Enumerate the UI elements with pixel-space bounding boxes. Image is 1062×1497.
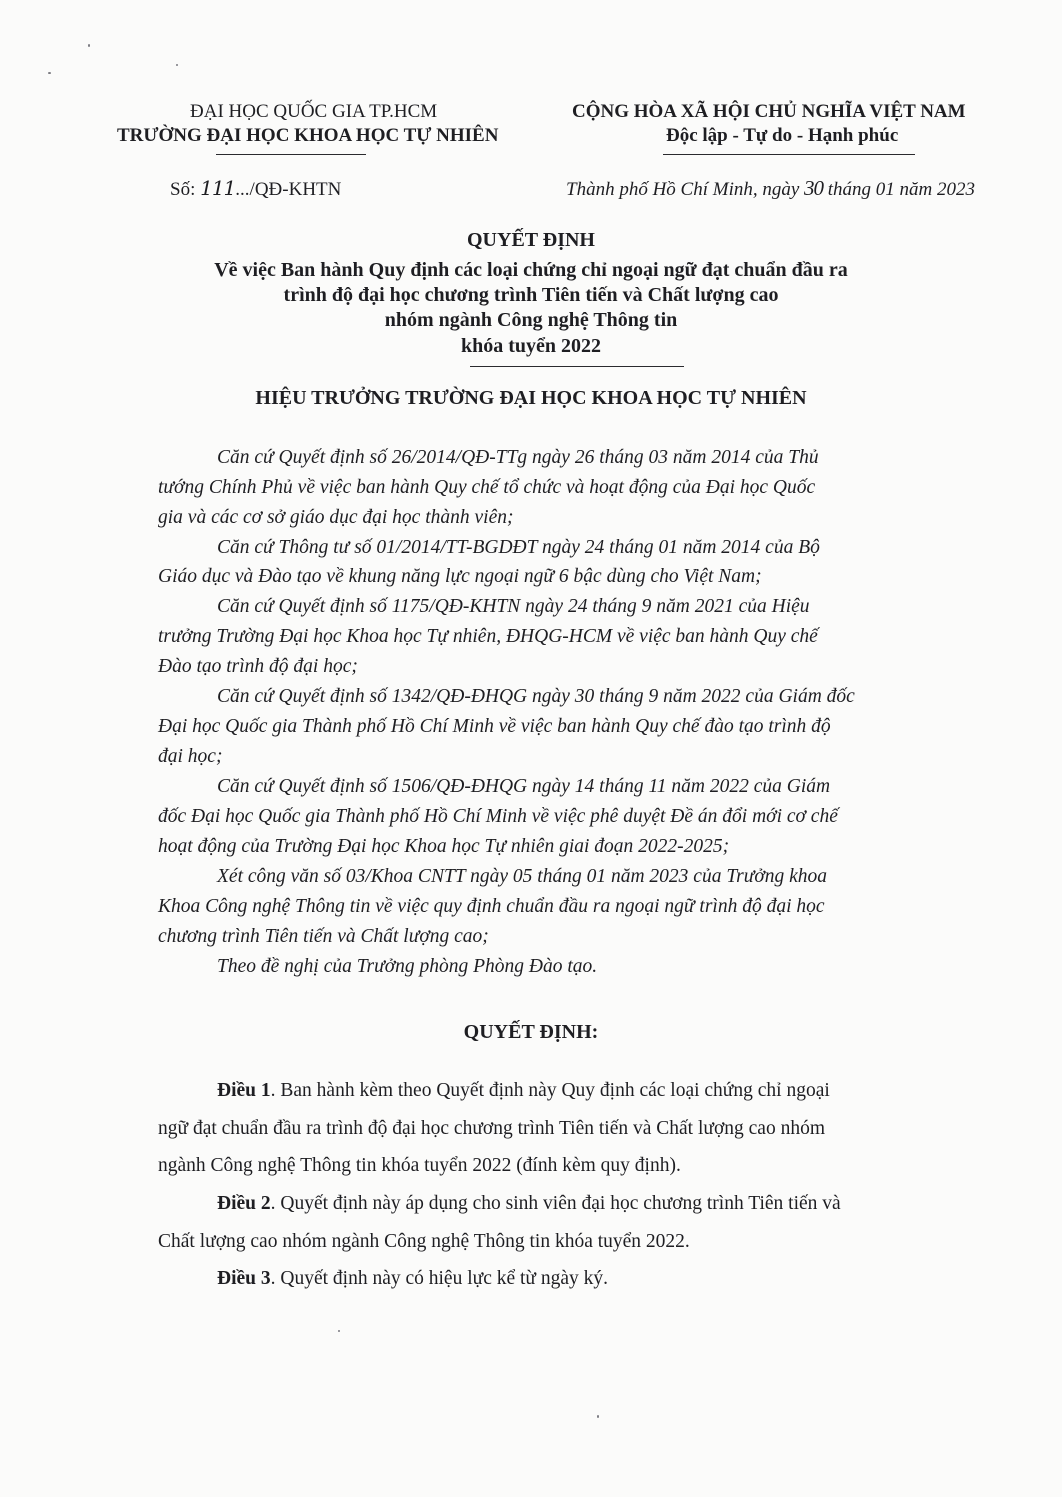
national-title: CỘNG HÒA XÃ HỘI CHỦ NGHĨA VIỆT NAM xyxy=(572,101,966,122)
article-1-label: Điều 1 xyxy=(217,1080,271,1101)
document-number xyxy=(170,176,341,201)
article-1-line: ngành Công nghệ Thông tin khóa tuyển 2022 (đính kèm quy định). xyxy=(158,1155,681,1176)
title-underline xyxy=(470,366,684,367)
date-day-handwritten: 30 xyxy=(804,176,824,200)
basis-line: Giáo dục và Đào tạo về khung năng lực ngoại ngữ 6 bậc dùng cho Việt Nam; xyxy=(158,566,762,587)
article-3-label: Điều 3 xyxy=(217,1268,271,1289)
article-2 xyxy=(217,1193,841,1215)
subject-line-3: nhóm ngành Công nghệ Thông tin xyxy=(384,309,678,331)
parent-organization: ĐẠI HỌC QUỐC GIA TP.HCM xyxy=(190,101,438,122)
basis-line: Căn cứ Quyết định số 1342/QĐ-ĐHQG ngày 30 tháng 9 năm 2022 của Giám đốc xyxy=(217,686,855,707)
basis-line: Khoa Công nghệ Thông tin về việc quy định chuẩn đầu ra ngoại ngữ trình độ đại học xyxy=(158,896,825,917)
basis-line: tướng Chính Phủ về việc ban hành Quy chế tổ chức và hoạt động của Đại học Quốc xyxy=(158,477,816,498)
article-2-line: Chất lượng cao nhóm ngành Công nghệ Thông tin khóa tuyển 2022. xyxy=(158,1231,690,1252)
subject-line-1: Về việc Ban hành Quy định các loại chứng chỉ ngoại ngữ đạt chuẩn đầu ra xyxy=(214,259,848,281)
scan-speck xyxy=(597,1415,599,1418)
doc-number-suffix: .../QĐ-KHTN xyxy=(235,179,342,200)
basis-line: Căn cứ Quyết định số 26/2014/QĐ-TTg ngày 26 tháng 03 năm 2014 của Thủ xyxy=(217,447,819,468)
issuing-authority: HIỆU TRƯỞNG TRƯỜNG ĐẠI HỌC KHOA HỌC TỰ NHIÊN xyxy=(255,387,807,409)
article-1-text: . Ban hành kèm theo Quyết định này Quy định các loại chứng chỉ ngoại xyxy=(270,1080,830,1101)
basis-line: chương trình Tiên tiến và Chất lượng cao; xyxy=(158,926,489,947)
article-3 xyxy=(217,1268,608,1290)
document-heading: QUYẾT ĐỊNH xyxy=(467,229,595,251)
article-1 xyxy=(217,1080,830,1102)
scan-speck xyxy=(338,1330,340,1332)
basis-line: Căn cứ Quyết định số 1175/QĐ-KHTN ngày 24 tháng 9 năm 2021 của Hiệu xyxy=(217,596,810,617)
subject-line-2: trình độ đại học chương trình Tiên tiến và Chất lượng cao xyxy=(283,284,779,306)
issuing-organization: TRƯỜNG ĐẠI HỌC KHOA HỌC TỰ NHIÊN xyxy=(117,125,499,146)
doc-number-prefix: Số: xyxy=(170,179,201,200)
basis-line: Căn cứ Quyết định số 1506/QĐ-ĐHQG ngày 14 tháng 11 năm 2022 của Giám xyxy=(217,776,831,797)
basis-line: Đại học Quốc gia Thành phố Hồ Chí Minh về việc ban hành Quy chế đào tạo trình độ xyxy=(158,716,831,737)
basis-line: đốc Đại học Quốc gia Thành phố Hồ Chí Minh về việc phê duyệt Đề án đổi mới cơ chế xyxy=(158,806,838,827)
basis-line: gia và các cơ sở giáo dục đại học thành viên; xyxy=(158,507,514,528)
article-2-label: Điều 2 xyxy=(217,1193,271,1214)
basis-line: Theo đề nghị của Trưởng phòng Phòng Đào tạo. xyxy=(217,956,598,977)
national-motto: Độc lập - Tự do - Hạnh phúc xyxy=(666,125,899,146)
scan-speck xyxy=(88,44,90,47)
date-prefix: Thành phố Hồ Chí Minh, ngày xyxy=(566,179,805,200)
scan-speck xyxy=(176,64,178,66)
article-2-text: . Quyết định này áp dụng cho sinh viên đại học chương trình Tiên tiến và xyxy=(270,1193,841,1214)
motto-underline xyxy=(663,154,915,155)
date-suffix: tháng 01 năm 2023 xyxy=(823,179,976,200)
basis-line: đại học; xyxy=(158,746,223,767)
subject-line-4: khóa tuyển 2022 xyxy=(460,335,602,357)
doc-number-handwritten: 111 xyxy=(200,176,236,200)
basis-line: hoạt động của Trường Đại học Khoa học Tự nhiên giai đoạn 2022-2025; xyxy=(158,836,730,857)
decision-heading: QUYẾT ĐỊNH: xyxy=(463,1021,599,1043)
basis-line: Căn cứ Thông tư số 01/2014/TT-BGDĐT ngày 24 tháng 01 năm 2014 của Bộ xyxy=(217,537,820,558)
article-1-line: ngữ đạt chuẩn đầu ra trình độ đại học chương trình Tiên tiến và Chất lượng cao nhóm xyxy=(158,1118,825,1139)
scan-speck xyxy=(48,72,51,74)
article-3-text: . Quyết định này có hiệu lực kể từ ngày ký. xyxy=(270,1268,609,1289)
org-underline xyxy=(216,154,366,155)
basis-line: Xét công văn số 03/Khoa CNTT ngày 05 tháng 01 năm 2023 của Trưởng khoa xyxy=(217,866,828,887)
basis-line: Đào tạo trình độ đại học; xyxy=(158,656,358,677)
document-date xyxy=(566,176,975,201)
basis-line: trưởng Trường Đại học Khoa học Tự nhiên, ĐHQG-HCM về việc ban hành Quy chế xyxy=(158,626,818,647)
